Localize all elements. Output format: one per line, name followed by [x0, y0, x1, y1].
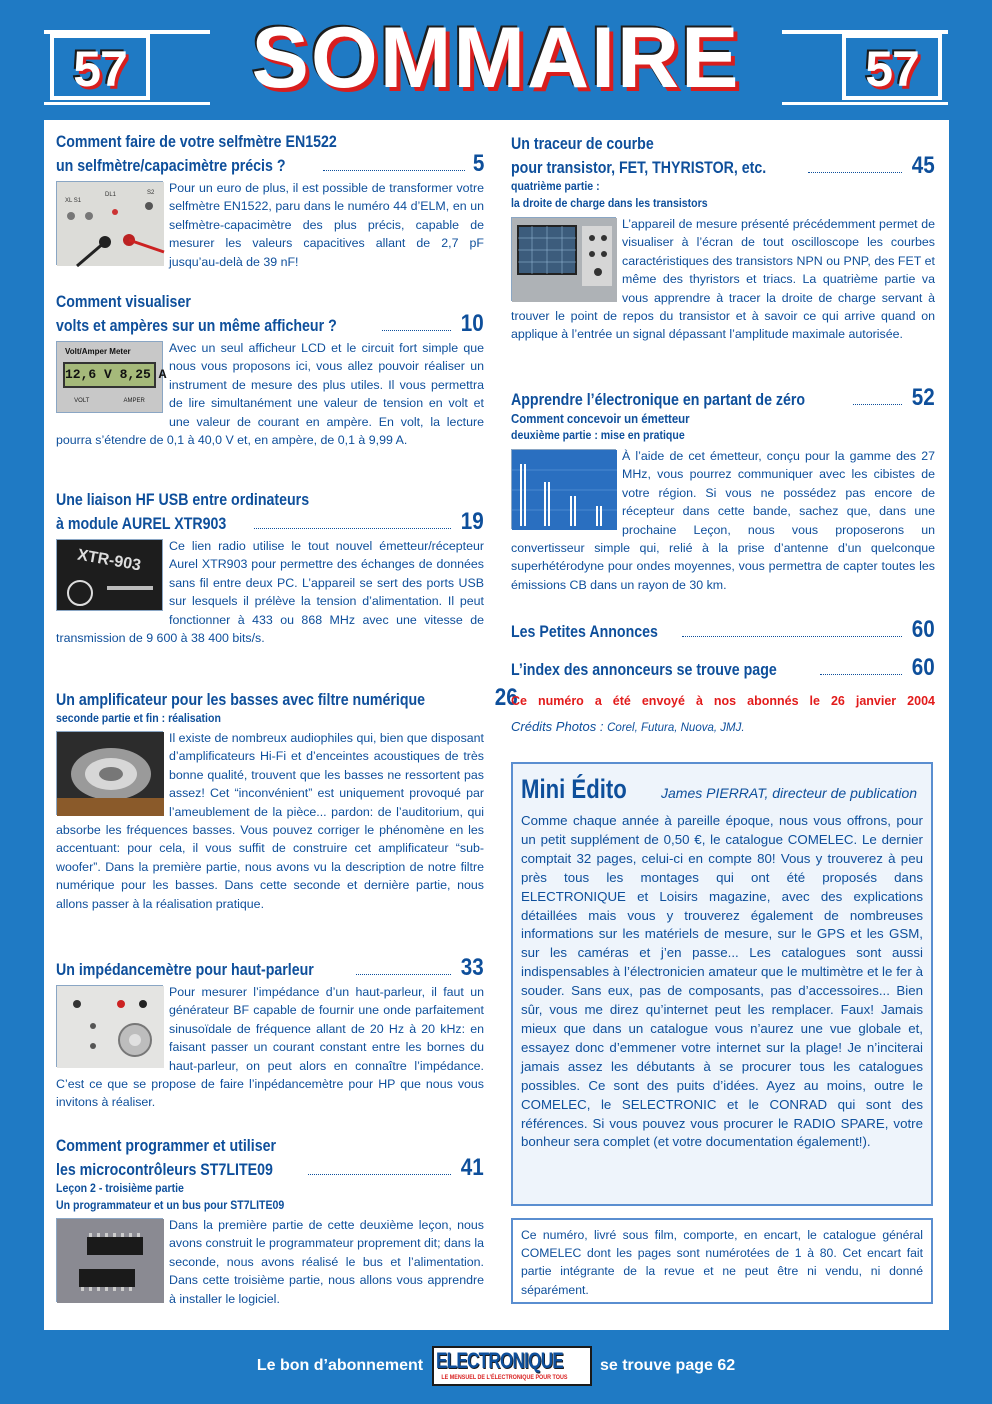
article-title-line1: Une liaison HF USB entre ordinateurs	[56, 491, 310, 509]
article-subtitle: seconde partie et fin : réalisation	[56, 711, 221, 725]
impedancemeter-photo	[56, 985, 163, 1067]
article-summary: Pour mesurer l’impédance d’un haut-parleur, il faut un générateur BF capable de fournir une onde parfaitement sinusoïdale de fréquence allant de 20 Hz à 20 kHz: en faisant passer un courant constant entre les bornes du haut-parleur, on peut alors en connaître l’impédance. C’est ce que se propose de faire l’inpédancemètre pour HP que nous vous invitons à réaliser.	[56, 985, 484, 1110]
article-subtitle-1: Leçon 2 - troisième partie	[56, 1181, 184, 1195]
article-liaison-hf-usb[interactable]	[56, 490, 484, 647]
article-subtitle-1: quatrième partie :	[511, 179, 600, 193]
article-summary: Dans la première partie de cette deuxième leçon, nous avons construit le programmateur proprement dit; dans la seconde, nous avons réalisé le bus et l’alimentation. Dans cette troisième partie, nous allons vous apprendre à installer le logiciel.	[169, 1218, 484, 1306]
article-petites-annonces[interactable]	[511, 618, 935, 642]
microcontroller-photo	[56, 1218, 163, 1302]
lcd-title: Volt/Amper Meter	[65, 347, 131, 356]
article-selfmetre[interactable]	[56, 132, 484, 271]
lcd-label-amper: AMPER	[123, 398, 145, 404]
article-summary: Ce lien radio utilise le tout nouvel émetteur/récepteur Aurel XTR903 pour permettre des échanges de données sans fil entre deux PC. L’appareil se sert des ports USB sur lesquels il prélève la tension d’alimentation. Il peut fonctionner à 433 ou 868 MHz avec une vitesse de transmission de 9 600 à 38 400 bits/s.	[56, 539, 484, 646]
page-number: 60	[912, 616, 935, 643]
page-number: 19	[461, 508, 484, 535]
subwoofer-photo	[56, 731, 163, 815]
footer-text-after: se trouve page 62	[599, 1357, 736, 1374]
article-title: L’index des annonceurs se trouve page	[511, 661, 777, 679]
encart-box: Ce numéro, livré sous film, comporte, en encart, le catalogue général COMELEC dont les pages sont numérotées de 1 à 80. Cet encart fait partie intégrante de la revue et ne peut être ni vendu, ni donné séparément.	[511, 1218, 933, 1304]
selfmetre-photo	[56, 181, 163, 265]
article-title-line2: à module AUREL XTR903	[56, 515, 227, 533]
article-title: Un impédancemètre pour haut-parleur	[56, 961, 314, 979]
header-rule-bottom-right	[782, 102, 948, 105]
svg-text:S2: S2	[147, 190, 155, 196]
article-title-line1: Comment faire de votre selfmètre EN1522	[56, 133, 337, 151]
header	[0, 0, 992, 120]
issue-number-left: 57	[50, 34, 150, 100]
page-number: 5	[472, 150, 484, 177]
mini-edito-box	[511, 762, 933, 1206]
page-number: 33	[461, 954, 484, 981]
article-impedancemetre[interactable]	[56, 956, 484, 1112]
contents-panel	[44, 120, 949, 1330]
article-st7lite09[interactable]	[56, 1136, 484, 1308]
article-subtitle-1: Comment concevoir un émetteur	[511, 411, 690, 426]
footer-text-before: Le bon d’abonnement	[256, 1357, 424, 1374]
subscription-footer[interactable]	[0, 1346, 992, 1386]
logo-tagline: LE MENSUEL DE L’ÉLECTRONIQUE POUR TOUS	[440, 1375, 567, 1381]
page-number: 60	[912, 654, 935, 681]
edito-title: Mini Édito	[521, 774, 627, 804]
header-rule-bottom-left	[44, 102, 210, 105]
article-index-annonceurs[interactable]	[511, 656, 935, 680]
article-title-line2: un selfmètre/capacimètre précis ?	[56, 157, 286, 175]
article-summary: L’appareil de mesure présenté précédemment permet de visualiser à l’écran de tout oscilloscope les courbes caractéristiques des transistors NPN ou PNP, des FET et même des thyristors et triacs. La quatrième partie va vous apprendre à tracer la droite de charge servant à trouver le point de repos du transistor et à savoir ce qui arrive quand on applique à l’entrée un signal dépassant l’amplitude maximale autorisée.	[511, 217, 935, 342]
article-title-line1: Comment visualiser	[56, 293, 191, 311]
lcd-meter-photo	[56, 341, 167, 413]
page-number: 41	[461, 1154, 484, 1181]
issue-number-right: 57	[842, 34, 942, 100]
article-summary: Il existe de nombreux audiophiles qui, bien que disposant d’amplificateurs Hi-Fi et d’enceintes acoustiques de très bonne qualité, trouvent que les basses ne ressortent pas assez! Cet “inconvénient” est uniquement provoqué par l’ameublement de la pièce... pardon: de l’auditorium, qui absorbe les fréquences basses. Vous pouvez corriger le phénomène en les accentuant: pour cela, il vous suffit de construire cet amplificateur “sub-woofer”. Dans la première partie, nous avons vu la description de notre filtre numérique pour les basses. Dans cette seconde et dernière partie, nous allons passer à la réalisation pratique.	[56, 731, 484, 911]
edito-text: Comme chaque année à pareille époque, nous vous offrons, pour un petit supplément de 0,50 €, le catalogue COMELEC. Le dernier comptait 32 pages, celui-ci en compte 80! Vous y trouverez à peu près tous les montages qui ont été proposés dans ELECTRONIQUE et Loisirs magazine, avec des explications détaillées mais vous y trouverez également de nombreuses informations sur les matériels de mesure, sur le GPS et les GSM, sur les caméras et j’en passe... Les catalogues sont aussi indispensables à l’électronicien amateur que le multimètre et le fer à souder. Sans eux, pas de composants, pas d’accessoires... Bien sûr, vous me direz qu’internet peut les remplacer. Faux! Jamais mieux que dans un catalogue vous n’aurez une vue globale et, essayez donc d’emmener votre internet sur la plage! Je n’inciterai jamais assez les débutants à se procurer tous les catalogues possibles. Ce sont des puits d’idées. Ayez au moins, outre le COMELEC, le SELECTRONIC et le CONRAD qui sont des références. Si vous pouvez vous procurer le RADIO SPARE, votre bonheur sera complet (et votre documentation également!).	[521, 813, 923, 1150]
chip-label: XTR-903	[76, 546, 143, 575]
article-title: Un amplificateur pour les basses avec filtre numérique	[56, 691, 426, 709]
article-electronique-zero[interactable]	[511, 386, 935, 594]
article-summary: Pour un euro de plus, il est possible de transformer votre selfmètre EN1522, paru dans le numéro 44 d’ELM, en un selfmètre-capacimètre des plus précis, capable de mesurer les valeurs capacitives allant de 2,7 pF jusqu’au-delà de 39 nF!	[169, 181, 484, 269]
page-number: 45	[912, 152, 935, 179]
article-title-line2: les microcontrôleurs ST7LITE09	[56, 1161, 273, 1179]
page-number: 52	[912, 384, 935, 411]
page-title: SOMMAIRE	[251, 10, 741, 106]
credits-label: Crédits Photos :	[511, 719, 604, 734]
frequency-bars-graphic	[511, 449, 616, 529]
subscriber-note: Ce numéro a été envoyé à nos abonnés le 26 janvier 2004	[511, 694, 935, 708]
article-title-line2: pour transistor, FET, THYRISTOR, etc.	[511, 159, 767, 177]
article-title-line1: Un traceur de courbe	[511, 135, 654, 153]
lcd-label-volt: VOLT	[74, 398, 90, 404]
magazine-logo	[432, 1346, 592, 1386]
article-title: Apprendre l’électronique en partant de zéro	[511, 391, 806, 409]
page-number: 10	[461, 310, 484, 337]
article-summary: À l’aide de cet émetteur, conçu pour la gamme des 27 MHz, vous pourrez communiquer avec les cibistes de votre région. Si vous ne possédez pas encore de récepteur dans cette bande, sachez que, dans une prochaine Leçon, nous vous proposerons un convertisseur simple qui, relié à la prise d’antenne d’un quelconque superhétérodyne pour ondes moyennes, vous permettra de capter toutes les émissions CB dans un rayon de 30 km.	[511, 449, 935, 592]
oscilloscope-photo	[511, 217, 616, 301]
article-title: Les Petites Annonces	[511, 623, 658, 641]
article-volt-amper[interactable]	[56, 292, 484, 449]
article-title-line2: volts et ampères sur un même afficheur ?	[56, 317, 337, 335]
credits-names: Corel, Futura, Nuova, JMJ.	[607, 722, 745, 734]
xtr903-module-photo	[56, 539, 163, 611]
edito-signature: James PIERRAT, directeur de publication	[661, 785, 918, 801]
article-subtitle-2: Un programmateur et un bus pour ST7LITE09	[56, 1198, 285, 1212]
article-amplificateur-basses[interactable]	[56, 684, 518, 913]
article-subtitle-2: la droite de charge dans les transistors	[511, 196, 708, 210]
article-traceur-courbe[interactable]	[511, 134, 935, 344]
article-title-line1: Comment programmer et utiliser	[56, 1137, 276, 1155]
article-subtitle-2: deuxième partie : mise en pratique	[511, 428, 685, 442]
photo-credits	[511, 718, 935, 737]
svg-text:DL1: DL1	[105, 192, 117, 198]
svg-text:XL S1: XL S1	[65, 198, 82, 204]
article-summary: Avec un seul afficheur LCD et le circuit fort simple que nous vous proposons ici, vous allez pouvoir réaliser un instrument de mesure des plus utiles. Il vous permettra de lire simultanément une valeur de tension en volt et une valeur de courant en ampère. En volt, la lecture pourra s’étendre de 0,1 à 40,0 V et, en ampère, de 0,1 à 9,99 A.	[56, 341, 484, 448]
logo-wordmark: ELECTRONIQUE	[435, 1348, 563, 1373]
lcd-value: 12,6 V 8,25 A	[63, 362, 156, 388]
page-number: 26	[494, 684, 518, 711]
